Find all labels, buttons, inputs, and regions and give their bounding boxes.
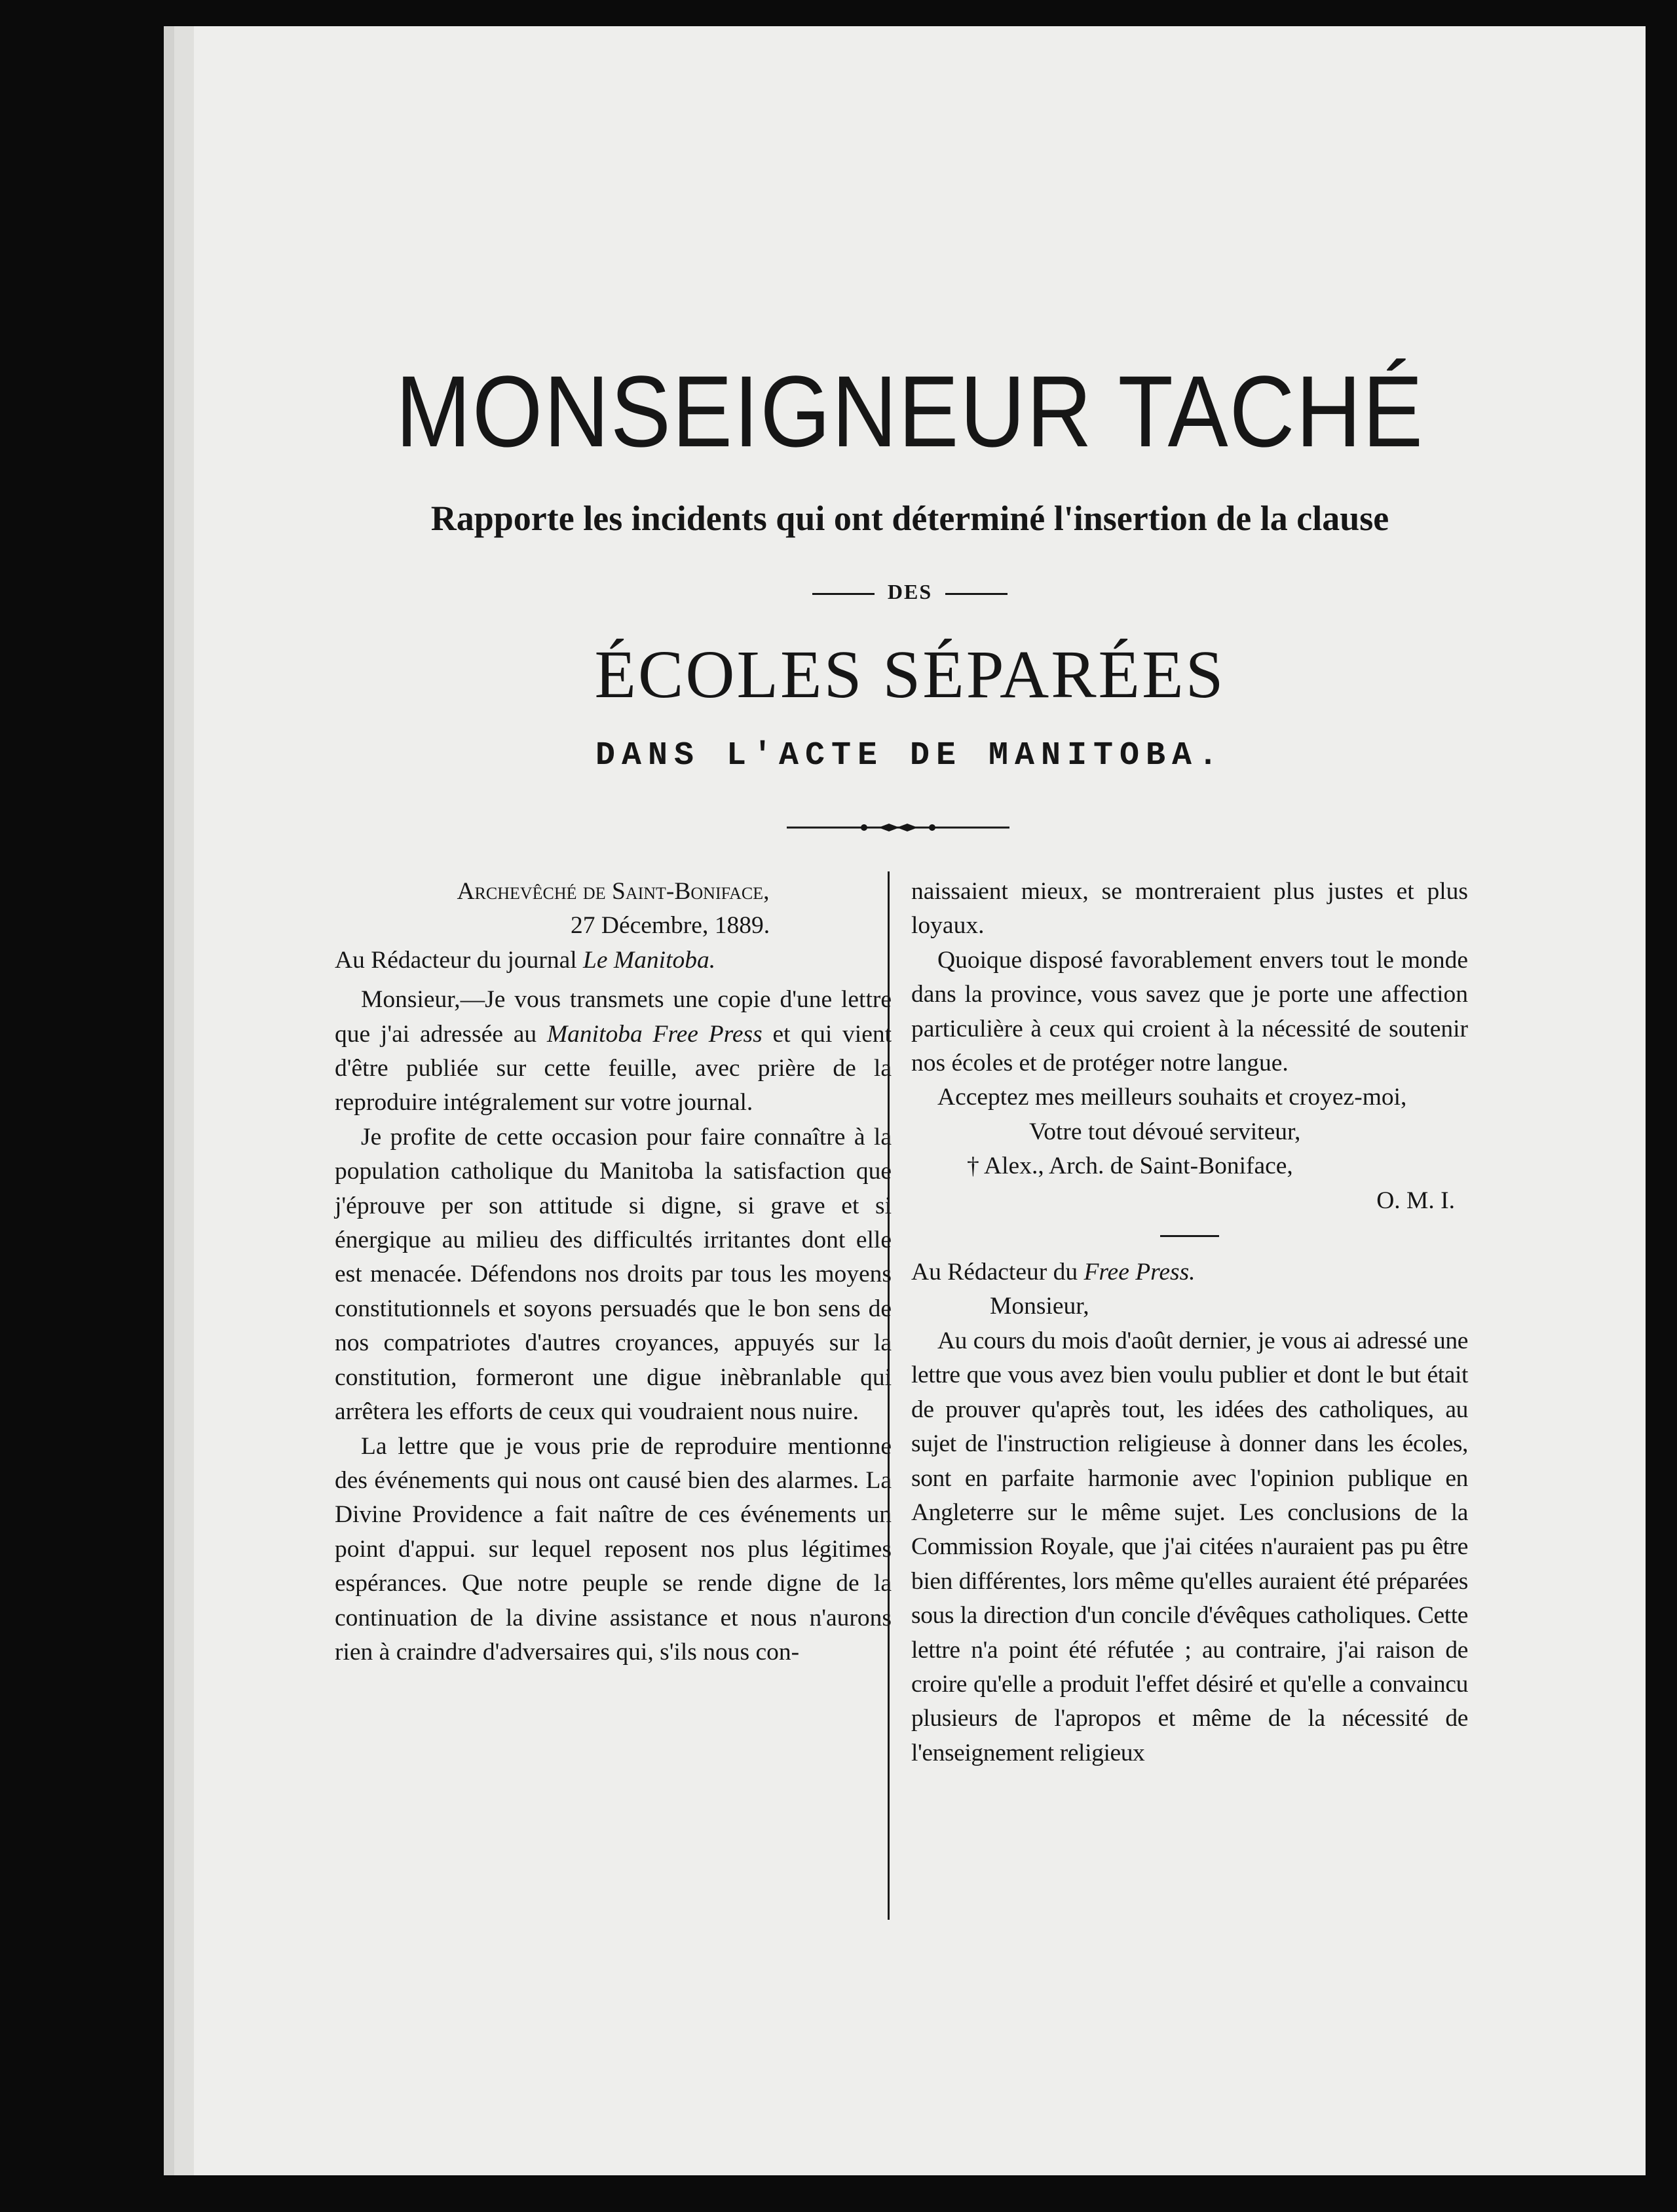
signature-order: O. M. I.: [1376, 1187, 1455, 1214]
des-separator: [174, 580, 1646, 604]
page-binding-edge: [174, 26, 194, 2175]
paragraph-3: La lettre que je vous prie de reproduire mentionne des événements qui nous ont causé bien des alarmes. La Divine Providence a fait naître de ces événements un point d'appui. sur lequel reposent nos plus légitimes espérances. Que notre peuple se rende digne de la continuation de la divine assistance et nous n'aurons rien à craindre d'adversaires qui, s'ils nous con-: [335, 1432, 892, 1666]
paragraph-1-paper: Manitoba Free Press: [546, 1020, 763, 1048]
letter-date: 27 Décembre, 1889.: [571, 912, 770, 940]
paragraph-1-end: et qui vient d'être publiée sur cette feuille, avec prière de la reproduire intégralement sur votre journal.: [335, 1020, 892, 1116]
letter-place: Archevêché de Saint-Boniface,: [457, 878, 770, 905]
paragraph-continued: naissaient mieux, se montreraient plus justes et plus loyaux.: [911, 878, 1468, 940]
section-title: ÉCOLES SÉPARÉES: [594, 637, 1226, 712]
letter2-addressee: [911, 1255, 1468, 1289]
letter2-paragraph-1: Au cours du mois d'août dernier, je vous ai adressé une lettre que vous avez bien voulu publier et dont le but était de prouver qu'après tout, les idées des catholiques, au sujet de l'instruction religieuse à donner dans les écoles, sont en parfaite harmonie avec l'opinion publique en Angleterre sur le même sujet. Les conclusions de la Commission Royale, que j'ai citées n'auraient pas pu être bien différentes, lors même qu'elles auraient été préparées sous la direction d'un concile d'évêques catholiques. Cette lettre n'a point été réfutée ; au contraire, j'ai raison de croire qu'elle a produit l'effet désiré et qu'elle a convaincu plusieurs de l'apropos et même de la nécessité de l'enseignement religieux: [911, 1327, 1468, 1766]
section-subtitle: DANS L'ACTE DE MANITOBA.: [595, 737, 1225, 774]
letter-signature: † Alex., Arch. de Saint-Boniface,: [967, 1153, 1293, 1180]
paragraph-1-start: Monsieur,—Je vous transmets une copie d'une lettre que j'ai adressée au: [335, 986, 892, 1048]
paragraph-2: Je profite de cette occasion pour faire connaître à la population catholique du Manitoba la satisfaction que j'éprouve per son attitude si digne, si grave et si énergique au milieu des difficultés irritantes dont elle est menacée. Défendons nos droits par tous les moyens constitutionnels et soyons persuadés que le bon sens de nos compatriotes d'autres croyances, appuyés sur la constitution, formeront une digue inèbranlable qui arrêtera les efforts de ceux qui voudraient nous nuire.: [335, 1123, 892, 1426]
paragraph-1: [335, 983, 892, 1120]
right-column: [911, 875, 1468, 1770]
letter-separator: [1160, 1235, 1219, 1237]
paragraph-5: Acceptez mes meilleurs souhaits et croyez-moi,: [937, 1084, 1407, 1111]
letter2-addressee-paper: Free Press.: [1083, 1259, 1196, 1286]
paragraph-4: Quoique disposé favorablement envers tout le monde dans la province, vous savez que je porte une affection particulière à ceux qui croient à la nécessité de soutenir nos écoles et de protéger notre langue.: [911, 946, 1468, 1077]
des-label: DES: [887, 580, 933, 603]
letter-closing: Votre tout dévoué serviteur,: [1029, 1118, 1301, 1145]
letter2-addressee-prefix: Au Rédacteur du: [911, 1259, 1084, 1286]
addressee-paper: Le Manitoba.: [583, 946, 716, 974]
separator-rule-left: [812, 593, 875, 595]
letter2-salutation: Monsieur,: [990, 1293, 1089, 1320]
letter-addressee: [335, 944, 892, 978]
subtitle: Rapporte les incidents qui ont déterminé l'insertion de la clause: [430, 499, 1389, 538]
left-column: [335, 875, 892, 1669]
main-title: MONSEIGNEUR TACHÉ: [395, 355, 1425, 468]
addressee-prefix: Au Rédacteur du journal: [335, 946, 584, 974]
ornament-divider-icon: [787, 822, 1009, 833]
document-page: [164, 26, 1646, 2175]
separator-rule-right: [945, 593, 1008, 595]
